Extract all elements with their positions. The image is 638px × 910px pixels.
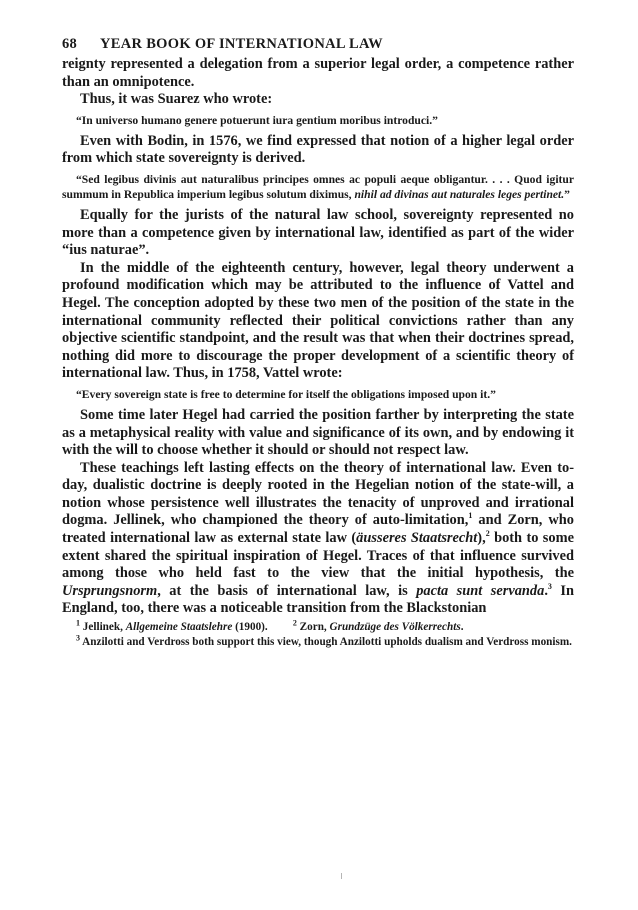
block-quote [62, 113, 574, 128]
paragraph: These teachings left lasting effects on the theory of international law. Even to-day, dualistic doctrine is deeply rooted in the Hegelian notion of the state-will, a notion whose persistence well illustrates the tenacity of unproved and irrational dogma. Jellinek, who championed the theory of auto-limitation,$^1$ and Zorn, who treated international law as external state law (äusseres Staatsrecht),$^2$ both to some extent shared the spiritual inspiration of Hegel. Traces of that influence survived among those who held fast to the view that the initial hypothesis, the Ursprungsnorm, at the basis of international law, is pacta sunt servanda.$^3$ In England, too, there was a noticeable transition from the Blackstonian [62, 459, 575, 617]
paragraph: Some time later Hegel had carried the position farther by interpreting the state as a metaphysical reality with value and significance of its own, and by endowing it with the will to choose whether it should or should not respect law. [62, 406, 574, 459]
body-text [62, 56, 574, 618]
page-number: 68 [62, 36, 78, 52]
footnotes [62, 620, 574, 649]
footnote-ref: 1 [468, 511, 473, 521]
paragraph: reignty represented a delegation from a superior legal order, a competence rather than an omnipotence. [62, 56, 574, 90]
footnote-line: $^3$ Anzilotti and Verdross both support this view, though Anzilotti upholds dualism and Verdross monism. [76, 632, 572, 648]
quote-text: “Sed legibus divinis aut naturalibus principes omnes ac populi aeque obligantur. . . . Quod igitur summum in Republica imperium legibus solutum diximus, nihil ad divinas aut naturales leges pertinet.” [62, 172, 574, 201]
paragraph: Thus, it was Suarez who wrote: [80, 91, 273, 108]
running-header [62, 34, 574, 54]
paragraph: Equally for the jurists of the natural law school, sovereignty represented no more than a competence given by international law, identified as part of the wider “ius naturae”. [62, 206, 574, 259]
paragraph: Even with Bodin, in 1576, we find expressed that notion of a higher legal order from which state sovereignty is derived. [62, 132, 574, 167]
scan-mark [341, 873, 342, 879]
paragraph: In the middle of the eighteenth century, however, legal theory underwent a profound modification which may be attributed to the influence of Vattel and Hegel. The conception adopted by these two men of the position of the state in the international community reflected their political convictions rather than any objective scientific standpoint, and the result was that when their doctrines spread, nothing did more to discourage the proper development of a scientific theory of international law. Thus, in 1758, Vattel wrote: [62, 259, 574, 382]
quote-text: “In universo humano genere potuerunt iura gentium moribus introduci.” [76, 113, 438, 127]
running-title: YEAR BOOK OF INTERNATIONAL LAW [100, 36, 383, 52]
footnote-ref: 2 [485, 529, 490, 539]
quote-text: “Every sovereign state is free to determine for itself the obligations imposed upon it.” [76, 387, 496, 401]
block-quote [62, 387, 574, 402]
block-quote [62, 172, 574, 202]
book-page [62, 34, 574, 649]
footnote-ref: 3 [547, 582, 552, 592]
footnote-line: $^1$ Jellinek, Allgemeine Staatslehre (1900). $^2$ Zorn, Grundzüge des Völkerrechts. [76, 618, 464, 634]
